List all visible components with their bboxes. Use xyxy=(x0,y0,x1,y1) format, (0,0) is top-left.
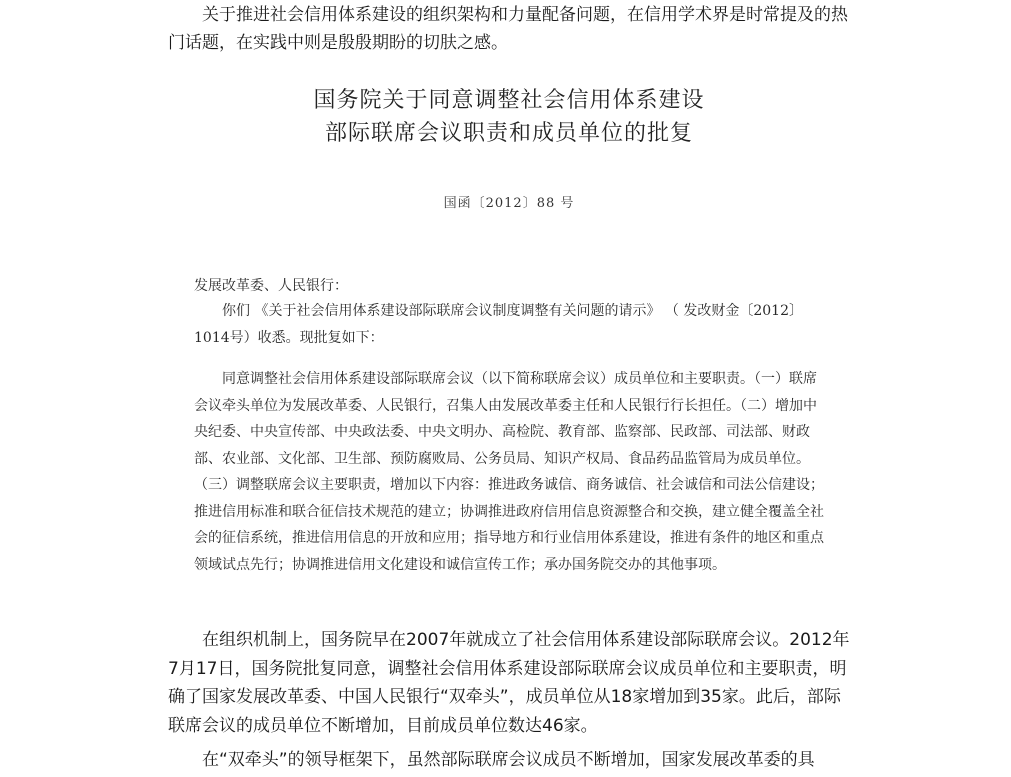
document-addressee: 发展改革委、人民银行： xyxy=(194,278,348,294)
document-body-paragraph-2: 同意调整社会信用体系建设部际联席会议（以下简称联席会议）成员单位和主要职责。（一）联席会议牵头单位为发展改革委、人民银行，召集人由发展改革委主任和人民银行行长担任。（二）增加中央纪委、中央宣传部、中央政法委、中央文明办、高检院、教育部、监察部、民政部、司法部、财政部、农业部、文化部、卫生部、预防腐败局、公务员局、知识产权局、食品药品监管局为成员单位。（三）调整联席会议主要职责，增加以下内容：推进政务诚信、商务诚信、社会诚信和司法公信建设；推进信用标准和联合征信技术规范的建立；协调推进政府信用信息资源整合和交换，建立健全覆盖全社会的征信系统，推进信用信息的开放和应用；指导地方和行业信用体系建设，推进有条件的地区和重点领域试点先行；协调推进信用文化建设和诚信宣传工作；承办国务院交办的其他事项。 xyxy=(194,371,824,573)
intro-paragraph: 关于推进社会信用体系建设的组织架构和力量配备问题，在信用学术界是时常提及的热门话题，在实践中则是殷殷期盼的切肤之感。 xyxy=(168,5,848,53)
document-body xyxy=(194,298,824,578)
document-number: 国函〔2012〕88 号 xyxy=(443,196,575,211)
article-paragraph-1: 在组织机制上，国务院早在2007年就成立了社会信用体系建设部际联席会议。2012年7月17日，国务院批复同意，调整社会信用体系建设部际联席会议成员单位和主要职责，明确了国家发展改革委、中国人民银行“双牵头”，成员单位从18家增加到35家。此后，部际联席会议的成员单位不断增加，目前成员单位数达46家。 xyxy=(168,630,850,736)
article-body xyxy=(168,626,850,775)
article-paragraph-2: 在“双牵头”的领导框架下，虽然部际联席会议成员不断增加，国家发展改革委的具 xyxy=(202,750,815,770)
document-title-line-2: 部际联席会议职责和成员单位的批复 xyxy=(324,121,693,146)
document-title xyxy=(168,84,850,150)
document-title-line-1: 国务院关于同意调整社会信用体系建设 xyxy=(313,88,705,113)
document-body-paragraph-1: 你们 《关于社会信用体系建设部际联席会议制度调整有关问题的请示》 （ 发改财金〔2012〕1014号）收悉。现批复如下： xyxy=(194,303,803,346)
